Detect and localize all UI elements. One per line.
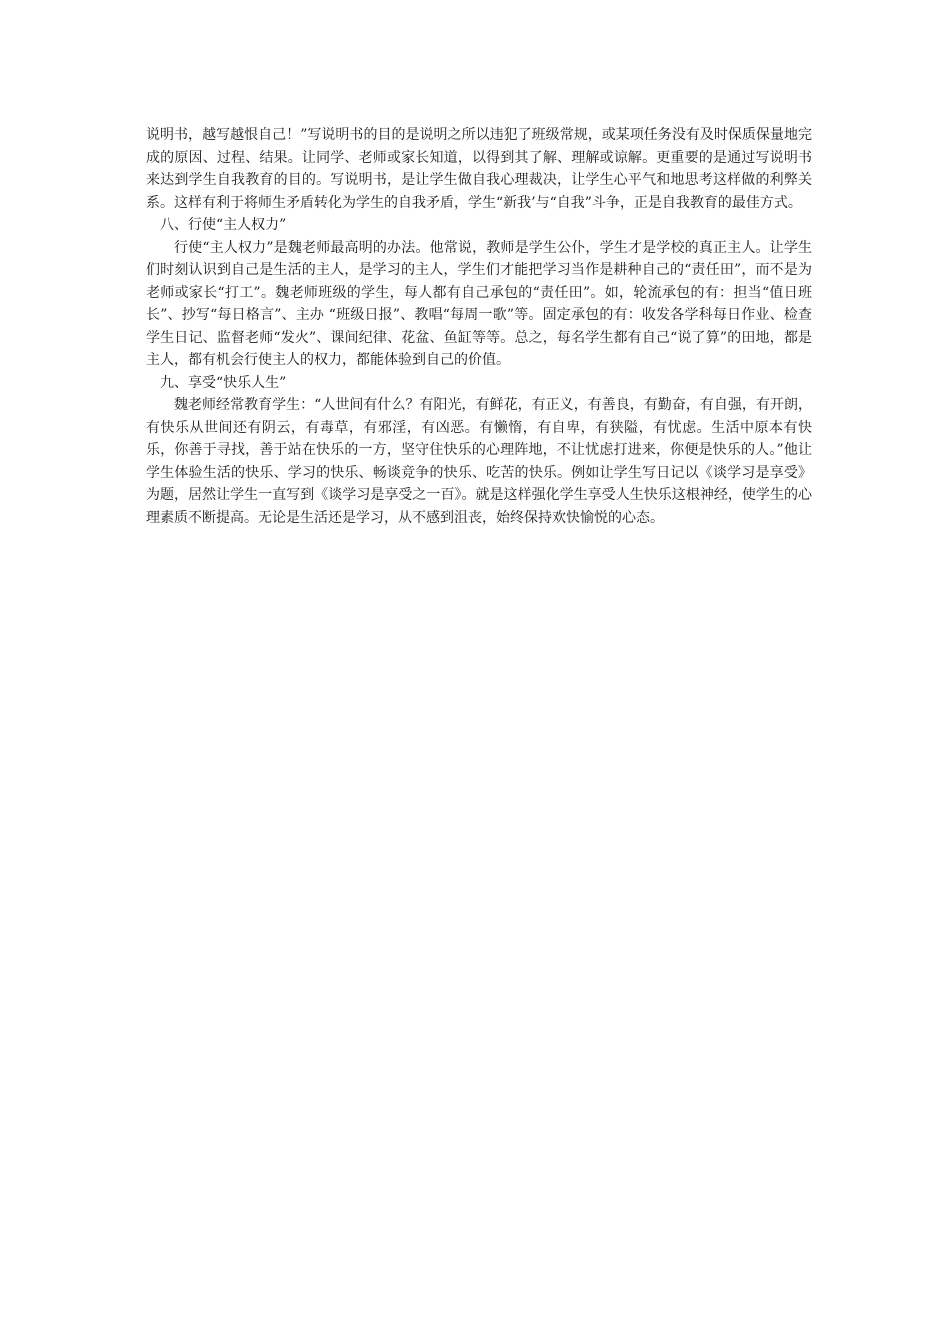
paragraph-section-9: 魏老师经常教育学生：“人世间有什么？有阳光，有鲜花，有正义，有善良，有勤奋，有自强，有开朗，有快乐从世间还有阴云，有毒草，有邪淫，有凶恶。有懒惰，有自卑，有狭隘，有忧虑。生活中原本有快乐，你善于寻找，善于站在快乐的一方，坚守住快乐的心理阵地，不让忧虑打进来，你便是快乐的人。”他让学生体验生活的快乐、学习的快乐、畅谈竞争的快乐、吃苦的快乐。例如让学生写日记以《谈学习是享受》为题，居然让学生一直写到《谈学习是享受之一百》。就是这样强化学生享受人生快乐这根神经，使学生的心理素质不断提高。无论是生活还是学习，从不感到沮丧，始终保持欢快愉悦的心态。: [146, 397, 812, 526]
paragraph-intro: 说明书，越写越恨自己！”写说明书的目的是说明之所以违犯了班级常规，或某项任务没有及时保质保量地完成的原因、过程、结果。让同学、老师或家长知道，以得到其了解、理解或谅解。更重要的是通过写说明书来达到学生自我教育的目的。写说明书，是让学生做自我心理裁决，让学生心平气和地思考这样做的利弊关系。这样有利于将师生矛盾转化为学生的自我矛盾，学生“新我’与“自我”斗争，正是自我教育的最佳方式。: [146, 127, 812, 211]
section-heading-9: 九、享受“快乐人生”: [160, 374, 287, 391]
section-heading-8: 八、行使“主人权力”: [160, 217, 287, 233]
document-body: [146, 124, 812, 529]
paragraph-section-8: 行使“主人权力”是魏老师最高明的办法。他常说，教师是学生公仆，学生才是学校的真正主人。让学生们时刻认识到自己是生活的主人，是学习的主人，学生们才能把学习当作是耕种自己的“责任田”，而不是为老师或家长“打工”。魏老师班级的学生，每人都有自己承包的“责任田”。如，轮流承包的有：担当“值日班长”、抄写“每日格言”、主办 “班级日报”、教唱“每周一歌”等。固定承包的有：收发各学科每日作业、检查学生日记、监督老师“发火”、课间纪律、花盆、鱼缸等等。总之，每名学生都有自己“说了算”的田地，都是主人，都有机会行使主人的权力，都能体验到自己的价值。: [146, 239, 812, 368]
